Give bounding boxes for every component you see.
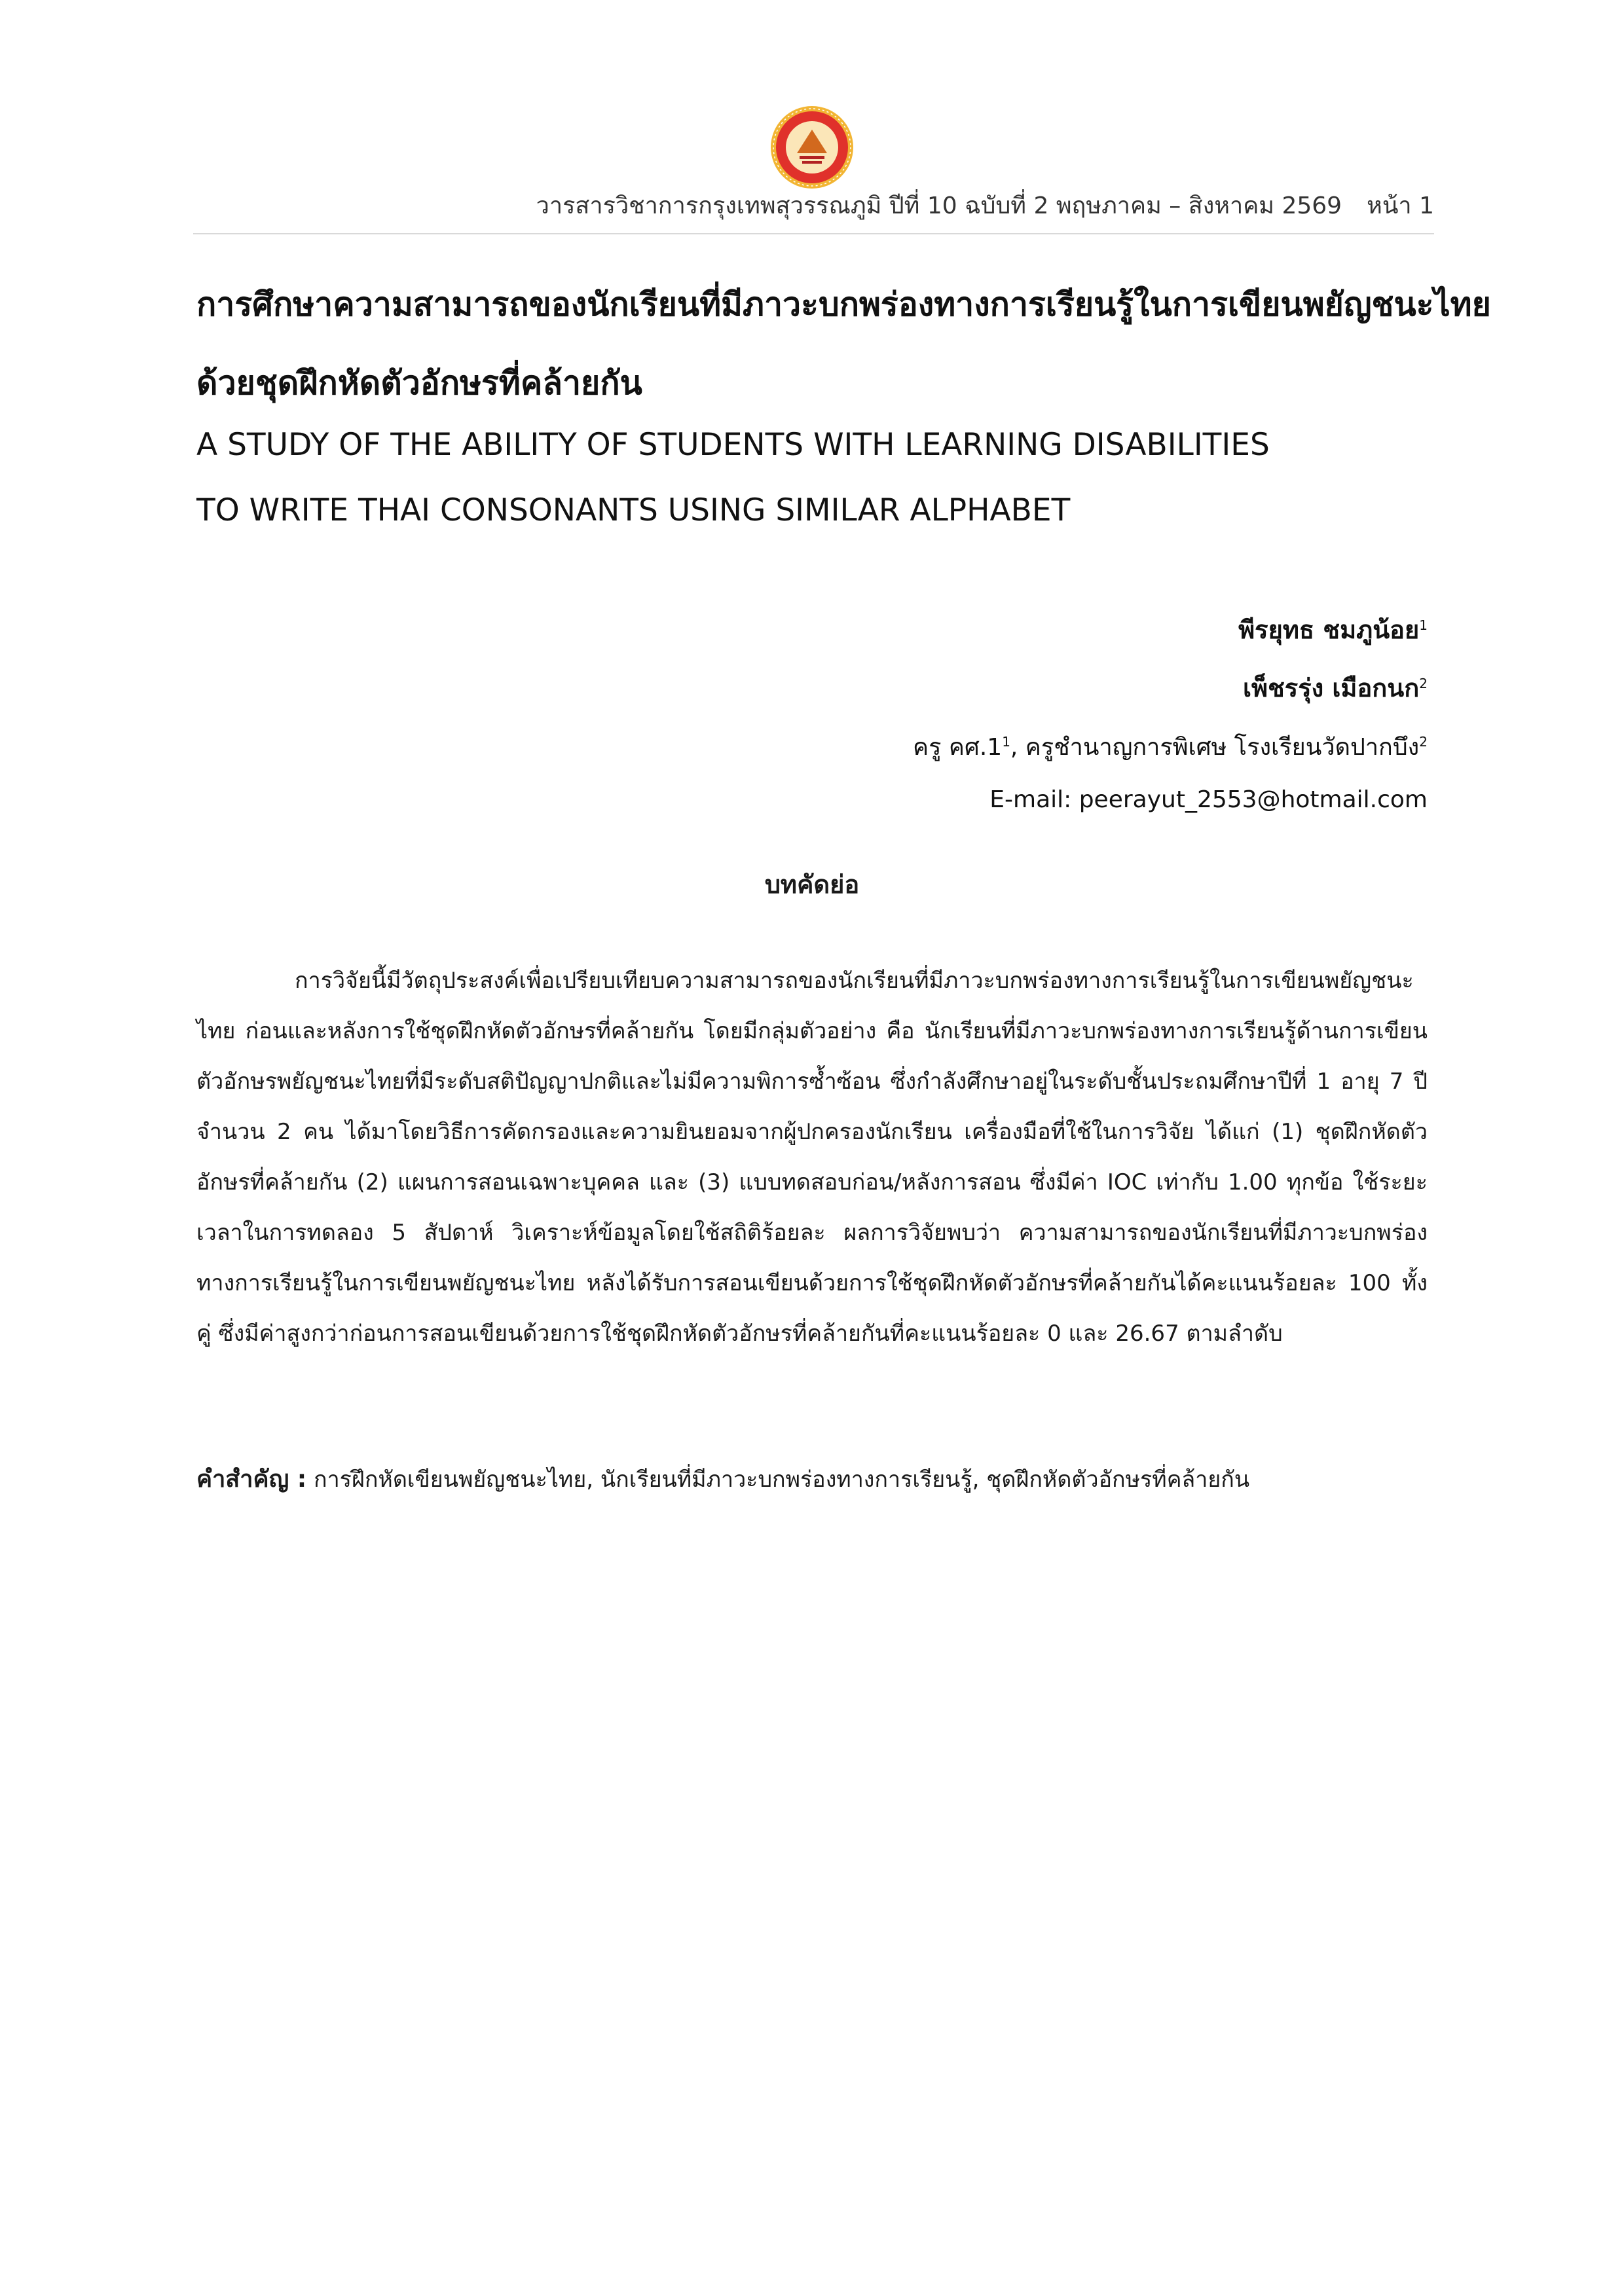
abstract-heading: บทคัดย่อ: [764, 870, 860, 899]
affiliation: [913, 716, 1428, 774]
affiliation-marker-2: 2: [1419, 734, 1428, 750]
journal-logo: [769, 105, 855, 190]
affiliation-part-1: ครู คศ.1: [913, 734, 1003, 761]
running-header: [536, 187, 1434, 224]
affiliation-marker-1: 1: [1002, 734, 1010, 750]
thai-title-line-1: การศึกษาความสามารถของนักเรียนที่มีภาวะบกพร่องทางการเรียนรู้ในการเขียนพยัญชนะไทย: [196, 285, 1491, 323]
keywords: [196, 1463, 1428, 1496]
header-divider: [193, 233, 1434, 234]
abstract-body: การวิจัยนี้มีวัตถุประสงค์เพื่อเปรียบเทียบความสามารถของนักเรียนที่มีภาวะบกพร่องทางการเรียนรู้ในการเขียนพยัญชนะไทย ก่อนและหลังการใช้ชุดฝึกหัดตัวอักษรที่คล้ายกัน โดยมีกลุ่มตัวอย่าง คือ นักเรียนที่มีภาวะบกพร่องทางการเรียนรู้ด้านการเขียนตัวอักษรพยัญชนะไทยที่มีระดับสติปัญญาปกติและไม่มีความพิการซ้ำซ้อน ซึ่งกำลังศึกษาอยู่ในระดับชั้นประถมศึกษาปีที่ 1 อายุ 7 ปี จำนวน 2 คน ได้มาโดยวิธีการคัดกรองและความยินยอมจากผู้ปกครองนักเรียน เครื่องมือที่ใช้ในการวิจัย ได้แก่ (1) ชุดฝึกหัดตัวอักษรที่คล้ายกัน (2) แผนการสอนเฉพาะบุคคล และ (3) แบบทดสอบก่อน/หลังการสอน ซึ่งมีค่า IOC เท่ากับ 1.00 ทุกข้อ ใช้ระยะเวลาในการทดลอง 5 สัปดาห์ วิเคราะห์ข้อมูลโดยใช้สถิติร้อยละ ผลการวิจัยพบว่า ความสามารถของนักเรียนที่มีภาวะบกพร่องทางการเรียนรู้ในการเขียนพยัญชนะไทย หลังได้รับการสอนเขียนด้วยการใช้ชุดฝึกหัดตัวอักษรที่คล้ายกันได้คะแนนร้อยละ 100 ทั้งคู่ ซึ่งมีค่าสูงกว่าก่อนการสอนเขียนด้วยการใช้ชุดฝึกหัดตัวอักษรที่คล้ายกันที่คะแนนร้อยละ 0 และ 26.67 ตามลำดับ: [196, 968, 1428, 1347]
thai-title: [196, 265, 1491, 422]
author-2-marker: 2: [1419, 676, 1428, 691]
author-1-name: พีรยุทธ ชมภูน้อย: [1238, 615, 1420, 644]
author-email: E-mail: peerayut_2553@hotmail.com: [989, 786, 1428, 813]
english-title-line-2: TO WRITE THAI CONSONANTS USING SIMILAR ALPHABET: [196, 492, 1071, 528]
thai-title-line-2: ด้วยชุดฝึกหัดตัวอักษรที่คล้ายกัน: [196, 364, 642, 402]
author-1: [913, 599, 1428, 657]
keywords-text: การฝึกหัดเขียนพยัญชนะไทย, นักเรียนที่มีภาวะบกพร่องทางการเรียนรู้, ชุดฝึกหัดตัวอักษรที่คล้ายกัน: [313, 1467, 1250, 1493]
english-title-line-1: A STUDY OF THE ABILITY OF STUDENTS WITH LEARNING DISABILITIES: [196, 427, 1270, 463]
affiliation-part-2: , ครูชำนาญการพิเศษ โรงเรียนวัดปากบึง: [1010, 734, 1420, 761]
author-2: [913, 657, 1428, 716]
page-number: หน้า 1: [1367, 192, 1434, 219]
author-1-marker: 1: [1419, 617, 1428, 633]
journal-info: วารสารวิชาการกรุงเทพสุวรรณภูมิ ปีที่ 10 ฉบับที่ 2 พฤษภาคม – สิงหาคม 2569: [536, 192, 1342, 219]
english-title: [196, 412, 1270, 543]
keywords-label: คำสำคัญ :: [196, 1466, 307, 1493]
authors-block: [913, 599, 1428, 826]
author-2-name: เพ็ชรรุ่ง เมือกนก: [1242, 674, 1420, 702]
